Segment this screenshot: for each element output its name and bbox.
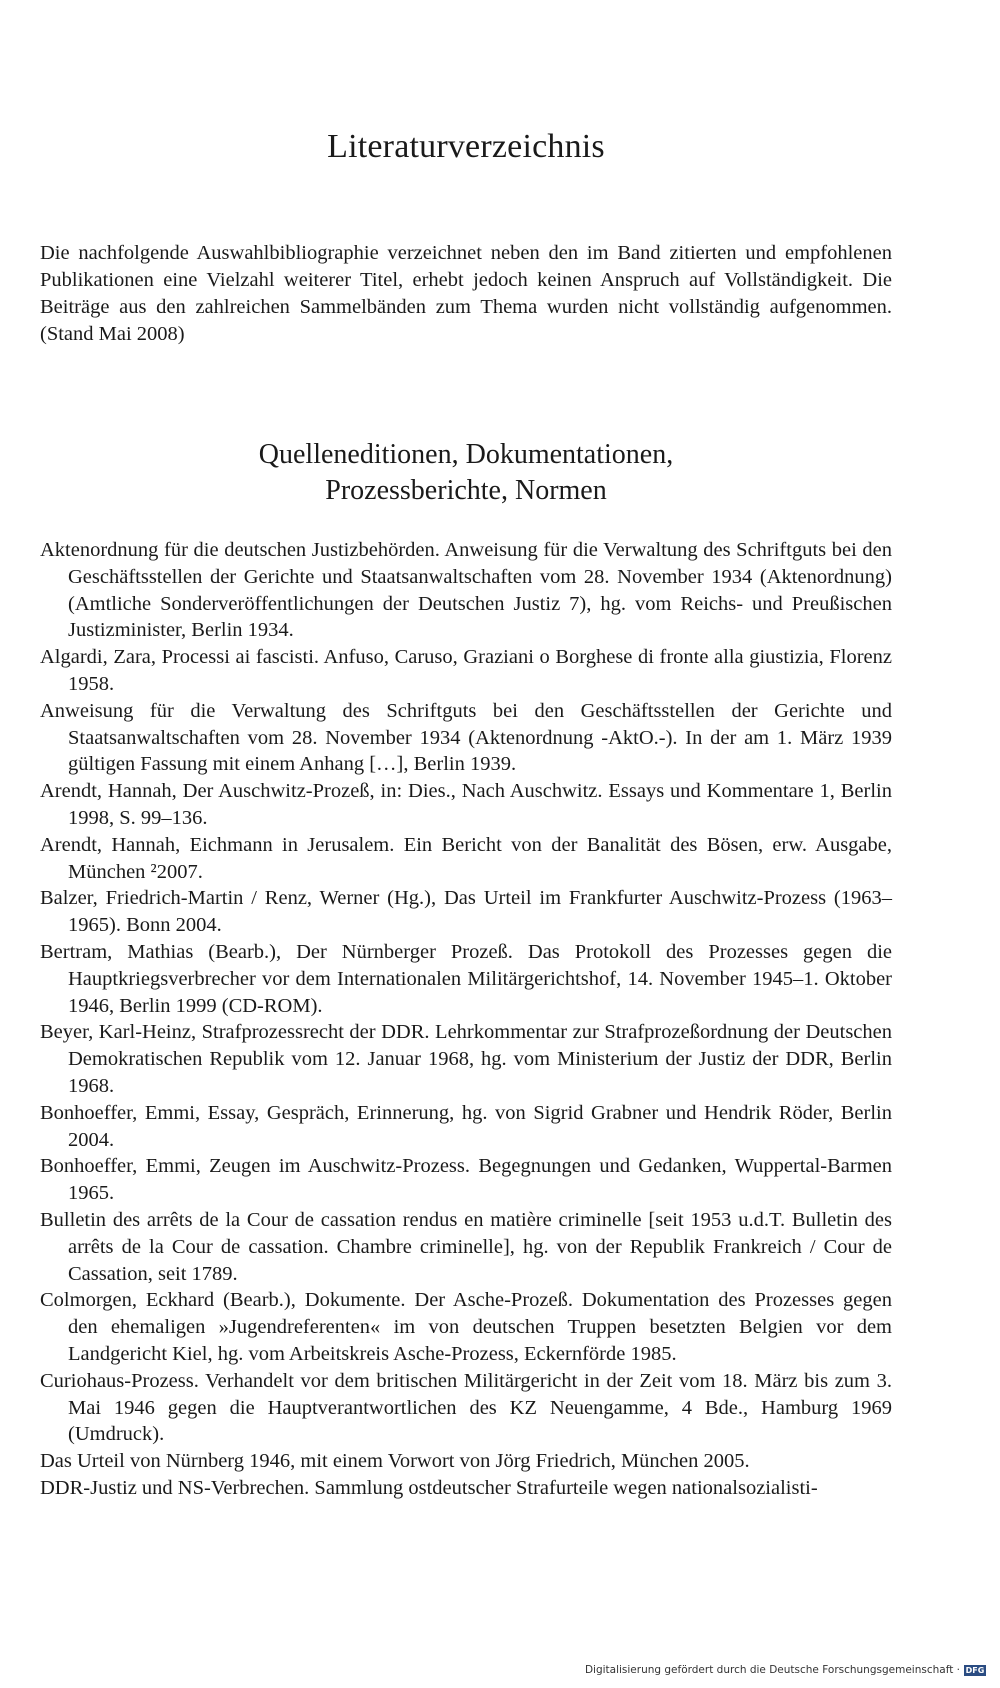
dfg-logo-icon: DFG <box>965 1665 985 1675</box>
section-title-line-1: Quelleneditionen, Dokumentationen, <box>258 439 674 470</box>
bibliography-entry: Algardi, Zara, Processi ai fascisti. Anfuso, Caruso, Graziani o Borghese di fronte alla giustizia, Florenz 1958. <box>40 646 892 695</box>
intro-paragraph: Die nachfolgende Auswahlbibliographie verzeichnet neben den im Band zitierten und empfohlenen Publikationen eine Vielzahl weiterer Titel, erhebt jedoch keinen Anspruch auf Vollständigkeit. Die Beiträge aus den zahlreichen Sammelbänden zum Thema wurden nicht vollständig aufgenommen. (Stand Mai 2008) <box>40 242 892 345</box>
bibliography-entry: Balzer, Friedrich-Martin / Renz, Werner (Hg.), Das Urteil im Frankfurter Auschwitz-Prozess (1963–1965). Bonn 2004. <box>40 887 892 937</box>
page-title: Literaturverzeichnis <box>327 128 605 165</box>
bibliography-entry: Das Urteil von Nürnberg 1946, mit einem Vorwort von Jörg Friedrich, München 2005. <box>40 1450 750 1473</box>
bibliography-entry: Arendt, Hannah, Der Auschwitz-Prozeß, in: Dies., Nach Auschwitz. Essays und Kommentare 1, Berlin 1998, S. 99–136. <box>40 780 892 829</box>
bibliography-entry: Colmorgen, Eckhard (Bearb.), Dokumente. Der Asche-Prozeß. Dokumentation des Prozesses gegen den ehemaligen »Jugendreferenten« im von deutschen Truppen besetzten Belgien vor dem Landgericht Kiel, hg. vom Arbeitskreis Asche-Prozess, Eckernförde 1985. <box>40 1289 892 1365</box>
bibliography-entry: Bertram, Mathias (Bearb.), Der Nürnberger Prozeß. Das Protokoll des Prozesses gegen die Hauptkriegsverbrecher vor dem Internationalen Militärgerichtshof, 14. November 1945–1. Oktober 1946, Berlin 1999 (CD-ROM). <box>40 940 892 1017</box>
bibliography-entry: Bonhoeffer, Emmi, Zeugen im Auschwitz-Prozess. Begegnungen und Gedanken, Wuppertal-Barmen 1965. <box>40 1155 892 1205</box>
bibliography-entry: Curiohaus-Prozess. Verhandelt vor dem britischen Militärgericht in der Zeit vom 18. März bis zum 3. Mai 1946 gegen die Hauptverantwortlichen des KZ Neuengamme, 4 Bde., Hamburg 1969 (Umdruck). <box>40 1369 892 1446</box>
bibliography-entry: Aktenordnung für die deutschen Justizbehörden. Anweisung für die Verwaltung des Schriftguts bei den Geschäftsstellen der Gerichte und Staatsanwaltschaften vom 28. November 1934 (Aktenordnung) (Amtliche Sonderveröffentlichungen der Deutschen Justiz 7), hg. vom Reichs- und Preußischen Justizminister, Berlin 1934. <box>40 539 892 642</box>
section-title <box>40 437 892 509</box>
bibliography-entry: Arendt, Hannah, Eichmann in Jerusalem. Ein Bericht von der Banalität des Bösen, erw. Ausgabe, München ²2007. <box>40 833 892 883</box>
bibliography-entry: DDR-Justiz und NS-Verbrechen. Sammlung ostdeutscher Strafurteile wegen nationalsozialisti- <box>40 1476 818 1499</box>
footer-text: Digitalisierung gefördert durch die Deutsche Forschungsgemeinschaft · <box>584 1664 960 1676</box>
bibliography-entry: Beyer, Karl-Heinz, Strafprozessrecht der DDR. Lehrkommentar zur Strafprozeßordnung der Deutschen Demokratischen Republik vom 12. Januar 1968, hg. vom Ministerium der Justiz der DDR, Berlin 1968. <box>40 1021 892 1097</box>
bibliography-list <box>40 537 892 1502</box>
bibliography-entry: Anweisung für die Verwaltung des Schriftguts bei den Geschäftsstellen der Gerichte und Staatsanwaltschaften vom 28. November 1934 (Aktenordnung -AktO.-). In der am 1. März 1939 gültigen Fassung mit einem Anhang […], Berlin 1939. <box>40 699 892 776</box>
section-title-line-2: Prozessberichte, Normen <box>325 475 607 506</box>
digitization-footer <box>585 1664 986 1676</box>
bibliography-entry: Bulletin des arrêts de la Cour de cassation rendus en matière criminelle [seit 1953 u.d.T. Bulletin des arrêts de la Cour de cassation. Chambre criminelle], hg. von der Republik Frankreich / Cour de Cassation, seit 1789. <box>40 1208 892 1285</box>
bibliography-entry: Bonhoeffer, Emmi, Essay, Gespräch, Erinnerung, hg. von Sigrid Grabner und Hendrik Röder, Berlin 2004. <box>40 1101 892 1151</box>
